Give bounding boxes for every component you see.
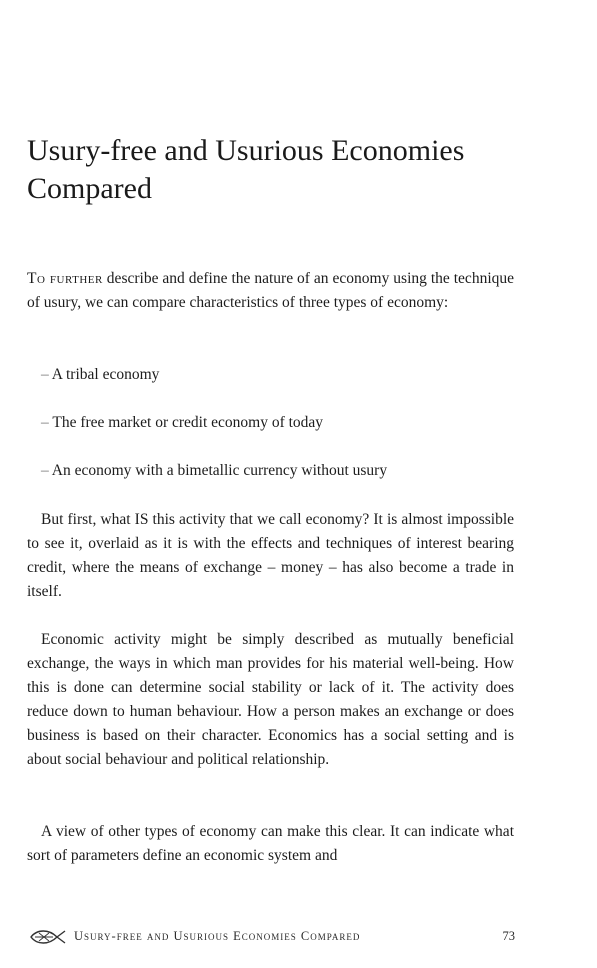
body-paragraph: A view of other types of economy can make this clear. It can indicate what sort of parameters define an economic system and: [27, 823, 514, 864]
list-dash: –: [41, 366, 49, 383]
running-title: Usury-free and Usurious Economies Compared: [74, 929, 361, 943]
list-dash: –: [41, 462, 49, 479]
intro-paragraph: [27, 267, 514, 315]
list-item-text: The free market or credit economy of today: [52, 414, 324, 431]
page-footer: [27, 926, 515, 950]
list-item: [41, 363, 159, 387]
list-item: [41, 411, 323, 435]
list-item: [41, 459, 387, 483]
body-paragraph: Economic activity might be simply described as mutually beneficial exchange, the ways in which man provides for his material well-being. How this is done can determine social stability or lack of it. The activity does reduce down to human behaviour. How a person makes an exchange or does business is based on their character. Economics has a social setting and is about social behaviour and political relationship.: [27, 631, 514, 768]
page-number: 73: [502, 929, 515, 943]
list-item-text: An economy with a bimetallic currency without usury: [51, 462, 388, 479]
chapter-title: Usury-free and Usurious Economies Compared: [27, 134, 465, 205]
intro-text: describe and define the nature of an economy using the technique of usury, we can compare characteristics of three types of economy:: [27, 270, 514, 311]
body-paragraph: But first, what IS this activity that we call economy? It is almost impossible to see it, overlaid as it is with the effects and techniques of interest bearing credit, where the means of exchange – money – has also become a trade in itself.: [27, 511, 514, 600]
fish-ornament-icon: [27, 928, 67, 946]
list-item-text: A tribal economy: [51, 366, 160, 383]
list-dash: –: [41, 414, 49, 431]
intro-lead-caps: To further: [27, 270, 103, 287]
